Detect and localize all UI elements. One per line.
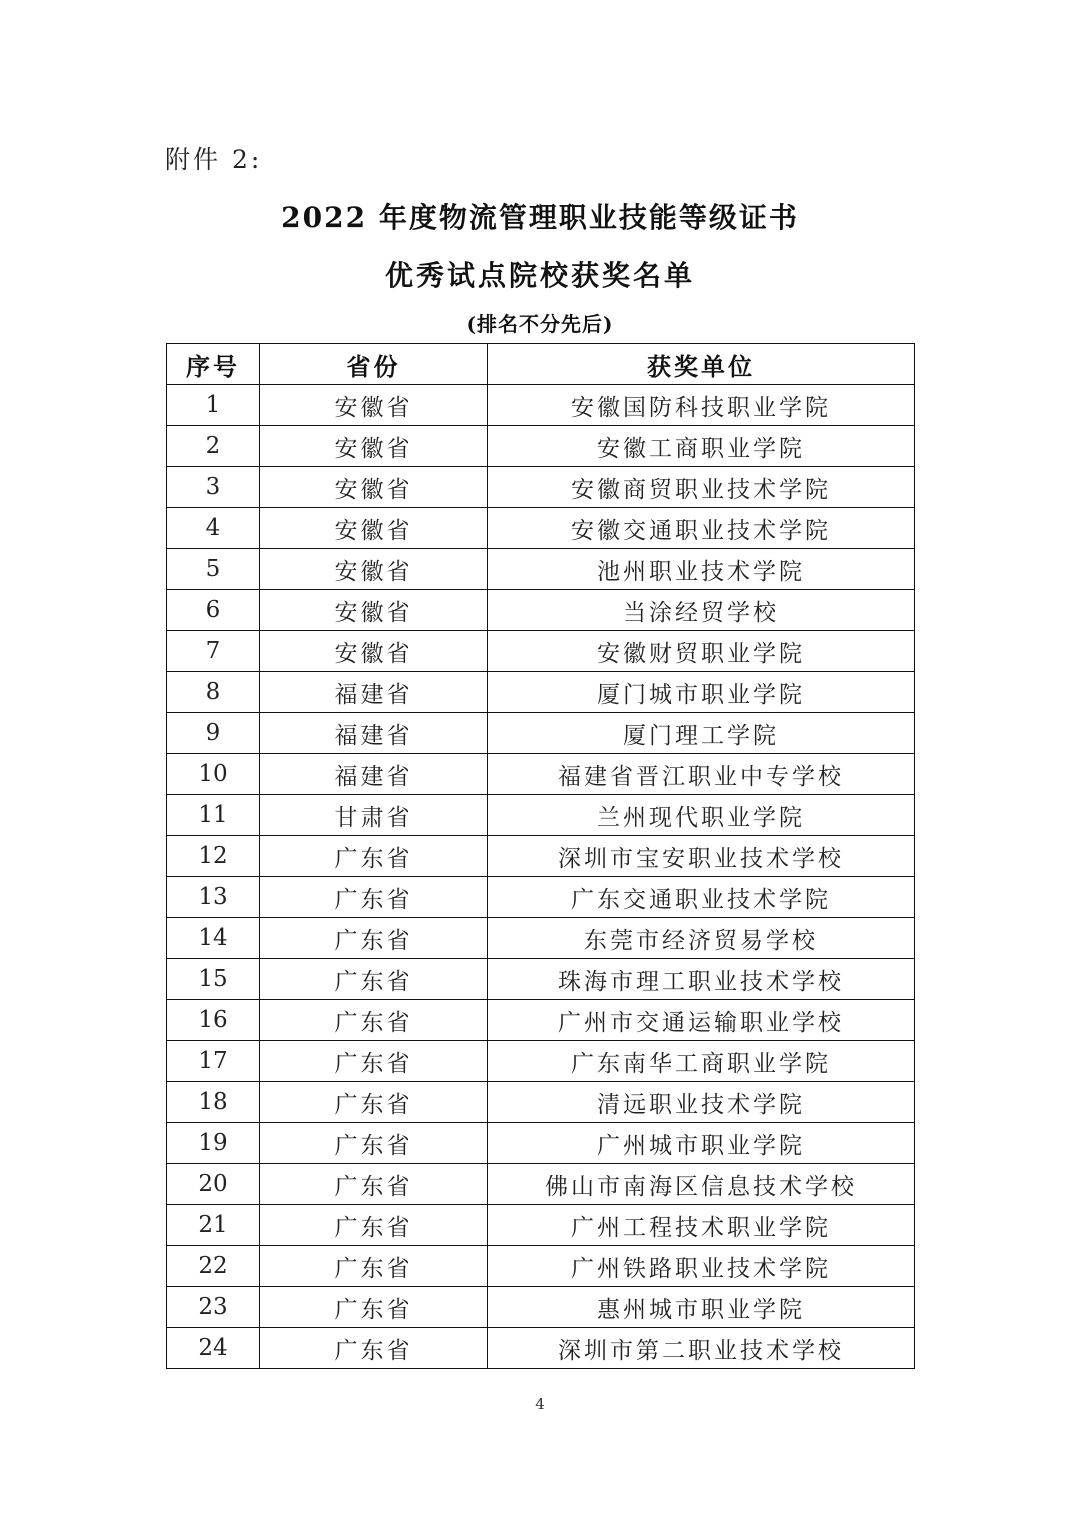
- serial-number-cell: 4: [167, 508, 260, 549]
- serial-number-cell: 19: [167, 1123, 260, 1164]
- serial-number-cell: 6: [167, 590, 260, 631]
- table-row: [167, 877, 915, 918]
- table-row: [167, 1287, 915, 1328]
- award-unit-cell: 厦门城市职业学院: [488, 672, 915, 713]
- table-row: [167, 1123, 915, 1164]
- serial-number-cell: 8: [167, 672, 260, 713]
- table-row: [167, 918, 915, 959]
- table-row: [167, 1328, 915, 1369]
- award-unit-cell: 深圳市宝安职业技术学校: [488, 836, 915, 877]
- award-unit-cell: 佛山市南海区信息技术学校: [488, 1164, 915, 1205]
- serial-number-cell: 14: [167, 918, 260, 959]
- table-row: [167, 1000, 915, 1041]
- table-row: [167, 590, 915, 631]
- award-unit-cell: 广州工程技术职业学院: [488, 1205, 915, 1246]
- province-cell: 广东省: [260, 918, 488, 959]
- province-cell: 安徽省: [260, 467, 488, 508]
- table-row: [167, 426, 915, 467]
- award-unit-cell: 福建省晋江职业中专学校: [488, 754, 915, 795]
- table-row: [167, 508, 915, 549]
- table-row: [167, 959, 915, 1000]
- serial-number-cell: 3: [167, 467, 260, 508]
- award-unit-cell: 兰州现代职业学院: [488, 795, 915, 836]
- serial-number-cell: 5: [167, 549, 260, 590]
- serial-number-cell: 23: [167, 1287, 260, 1328]
- award-unit-cell: 安徽商贸职业技术学院: [488, 467, 915, 508]
- table-header-row: [167, 344, 915, 385]
- province-cell: 安徽省: [260, 426, 488, 467]
- award-unit-cell: 珠海市理工职业技术学校: [488, 959, 915, 1000]
- province-cell: 安徽省: [260, 508, 488, 549]
- award-unit-cell: 池州职业技术学院: [488, 549, 915, 590]
- province-cell: 安徽省: [260, 590, 488, 631]
- table-row: [167, 1164, 915, 1205]
- award-unit-cell: 东莞市经济贸易学校: [488, 918, 915, 959]
- header-serial-number: 序号: [167, 344, 260, 385]
- serial-number-cell: 12: [167, 836, 260, 877]
- serial-number-cell: 11: [167, 795, 260, 836]
- serial-number-cell: 24: [167, 1328, 260, 1369]
- table-row: [167, 631, 915, 672]
- award-unit-cell: 广东交通职业技术学院: [488, 877, 915, 918]
- award-unit-cell: 广州城市职业学院: [488, 1123, 915, 1164]
- serial-number-cell: 17: [167, 1041, 260, 1082]
- table-row: [167, 754, 915, 795]
- serial-number-cell: 15: [167, 959, 260, 1000]
- province-cell: 广东省: [260, 1082, 488, 1123]
- serial-number-cell: 18: [167, 1082, 260, 1123]
- table-row: [167, 1246, 915, 1287]
- award-unit-cell: 安徽财贸职业学院: [488, 631, 915, 672]
- province-cell: 甘肃省: [260, 795, 488, 836]
- serial-number-cell: 2: [167, 426, 260, 467]
- province-cell: 广东省: [260, 1164, 488, 1205]
- document-title-line2: 优秀试点院校获奖名单: [384, 259, 695, 292]
- province-cell: 广东省: [260, 1123, 488, 1164]
- province-cell: 广东省: [260, 1328, 488, 1369]
- table-row: [167, 549, 915, 590]
- serial-number-cell: 16: [167, 1000, 260, 1041]
- table-row: [167, 1082, 915, 1123]
- table-row: [167, 1205, 915, 1246]
- serial-number-cell: 7: [167, 631, 260, 672]
- table-row: [167, 1041, 915, 1082]
- table-row: [167, 467, 915, 508]
- province-cell: 福建省: [260, 754, 488, 795]
- page-number: 4: [535, 1395, 545, 1413]
- award-unit-cell: 厦门理工学院: [488, 713, 915, 754]
- table-row: [167, 385, 915, 426]
- header-province: 省份: [260, 344, 488, 385]
- province-cell: 广东省: [260, 1246, 488, 1287]
- award-unit-cell: 安徽工商职业学院: [488, 426, 915, 467]
- table-row: [167, 713, 915, 754]
- award-unit-cell: 深圳市第二职业技术学校: [488, 1328, 915, 1369]
- province-cell: 广东省: [260, 1287, 488, 1328]
- award-unit-cell: 广东南华工商职业学院: [488, 1041, 915, 1082]
- province-cell: 广东省: [260, 877, 488, 918]
- province-cell: 安徽省: [260, 385, 488, 426]
- province-cell: 广东省: [260, 1041, 488, 1082]
- table-row: [167, 795, 915, 836]
- province-cell: 安徽省: [260, 549, 488, 590]
- serial-number-cell: 20: [167, 1164, 260, 1205]
- award-unit-cell: 广州铁路职业技术学院: [488, 1246, 915, 1287]
- serial-number-cell: 9: [167, 713, 260, 754]
- serial-number-cell: 1: [167, 385, 260, 426]
- serial-number-cell: 21: [167, 1205, 260, 1246]
- awards-table: [166, 343, 915, 1369]
- table-row: [167, 836, 915, 877]
- province-cell: 福建省: [260, 713, 488, 754]
- table-body: [167, 385, 915, 1369]
- serial-number-cell: 10: [167, 754, 260, 795]
- serial-number-cell: 13: [167, 877, 260, 918]
- serial-number-cell: 22: [167, 1246, 260, 1287]
- province-cell: 广东省: [260, 836, 488, 877]
- document-title-line1: 2022 年度物流管理职业技能等级证书: [281, 201, 799, 234]
- province-cell: 广东省: [260, 959, 488, 1000]
- header-award-unit: 获奖单位: [488, 344, 915, 385]
- award-unit-cell: 清远职业技术学院: [488, 1082, 915, 1123]
- award-unit-cell: 安徽国防科技职业学院: [488, 385, 915, 426]
- province-cell: 广东省: [260, 1205, 488, 1246]
- province-cell: 安徽省: [260, 631, 488, 672]
- province-cell: 广东省: [260, 1000, 488, 1041]
- award-unit-cell: 当涂经贸学校: [488, 590, 915, 631]
- award-unit-cell: 惠州城市职业学院: [488, 1287, 915, 1328]
- award-unit-cell: 安徽交通职业技术学院: [488, 508, 915, 549]
- award-unit-cell: 广州市交通运输职业学校: [488, 1000, 915, 1041]
- province-cell: 福建省: [260, 672, 488, 713]
- document-subtitle: (排名不分先后): [466, 312, 614, 336]
- table-row: [167, 672, 915, 713]
- attachment-label: 附件 2:: [165, 145, 263, 174]
